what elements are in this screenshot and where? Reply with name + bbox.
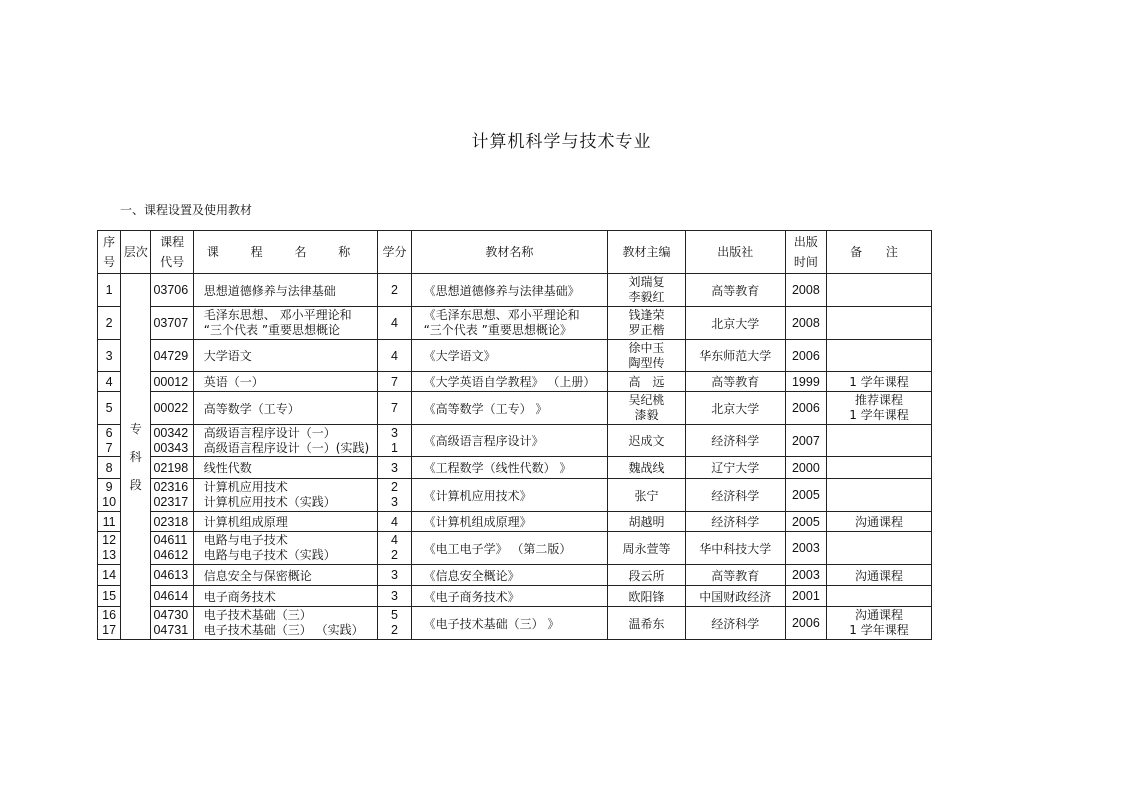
course-name-cell-line: 电路与电子技术 bbox=[203, 533, 288, 547]
credit-cell-line: 3 bbox=[390, 495, 398, 509]
textbook-cell-line: 《电子技术基础（三） 》 bbox=[423, 616, 560, 631]
note-cell bbox=[827, 392, 932, 425]
year-cell: 2008 bbox=[785, 307, 826, 340]
note-cell bbox=[827, 340, 932, 372]
course-name-cell-line: 计算机应用技术（实践） bbox=[203, 495, 336, 509]
author-cell bbox=[608, 512, 686, 532]
year-cell: 2006 bbox=[785, 607, 826, 640]
course-name-cell bbox=[193, 457, 378, 479]
level-char: 科 bbox=[129, 449, 142, 464]
course-name-cell bbox=[193, 425, 378, 457]
course-name-cell-line: 计算机应用技术 bbox=[203, 480, 288, 494]
year-cell: 2005 bbox=[785, 479, 826, 512]
textbook-cell-line: 《计算机应用技术》 bbox=[423, 488, 532, 503]
seq-cell bbox=[98, 532, 121, 565]
author-cell-line: 胡越明 bbox=[628, 515, 665, 529]
author-cell bbox=[608, 586, 686, 607]
code-cell bbox=[151, 532, 193, 565]
header-credit: 学分 bbox=[378, 231, 411, 274]
course-name-cell-line: 思想道德修养与法律基础 bbox=[203, 283, 336, 298]
table-row bbox=[98, 392, 932, 425]
textbook-cell-line: 《大学语文》 bbox=[423, 349, 496, 363]
author-cell-line: 徐中玉 bbox=[628, 340, 665, 355]
seq-cell bbox=[98, 586, 121, 607]
course-name-cell bbox=[193, 340, 378, 372]
course-name-cell-line: 毛泽东思想、 邓小平理论和 bbox=[203, 308, 352, 322]
publisher-cell: 高等教育 bbox=[685, 274, 785, 307]
credit-cell bbox=[378, 532, 411, 565]
note-cell bbox=[827, 532, 932, 565]
table-row bbox=[98, 565, 932, 586]
seq-cell-line: 16 bbox=[102, 608, 117, 622]
textbook-cell bbox=[411, 307, 608, 340]
note-cell-line: 1 学年课程 bbox=[849, 623, 909, 637]
publisher-cell: 经济科学 bbox=[685, 512, 785, 532]
author-cell-line: 高 远 bbox=[628, 375, 665, 389]
year-cell: 1999 bbox=[785, 372, 826, 392]
course-name-cell-line: “三个代表 ”重要思想概论 bbox=[203, 323, 341, 337]
seq-cell-line: 12 bbox=[102, 533, 117, 547]
author-cell-line: 段云所 bbox=[628, 568, 665, 583]
textbook-cell bbox=[411, 586, 608, 607]
course-name-cell bbox=[193, 392, 378, 425]
seq-cell-line: 9 bbox=[105, 480, 113, 494]
textbook-cell bbox=[411, 532, 608, 565]
textbook-cell bbox=[411, 372, 608, 392]
header-author: 教材主编 bbox=[608, 231, 686, 274]
section-heading: 一、课程设置及使用教材 bbox=[120, 203, 253, 217]
note-cell-line: 沟通课程 bbox=[855, 568, 904, 583]
credit-cell-line: 3 bbox=[390, 460, 398, 475]
author-cell-line: 钱逢荣 bbox=[628, 308, 665, 322]
header-year: 出版 时间 bbox=[785, 231, 826, 274]
seq-cell-line: 1 bbox=[105, 283, 113, 297]
course-name-cell-line: 电子技术基础（三） bbox=[203, 608, 312, 622]
table-row bbox=[98, 340, 932, 372]
year-cell: 2006 bbox=[785, 392, 826, 425]
credit-cell bbox=[378, 340, 411, 372]
note-cell bbox=[827, 512, 932, 532]
seq-cell bbox=[98, 340, 121, 372]
level-cell bbox=[121, 274, 151, 640]
course-name-cell bbox=[193, 372, 378, 392]
year-cell: 2006 bbox=[785, 340, 826, 372]
author-cell bbox=[608, 307, 686, 340]
header-publisher: 出版社 bbox=[685, 231, 785, 274]
course-name-cell-line: 大学语文 bbox=[203, 349, 252, 363]
seq-cell-line: 10 bbox=[102, 495, 117, 509]
code-cell bbox=[151, 565, 193, 586]
seq-cell bbox=[98, 392, 121, 425]
author-cell-line: 吴纪桃 bbox=[628, 393, 665, 407]
year-cell: 2008 bbox=[785, 274, 826, 307]
note-cell-line: 推荐课程 bbox=[855, 393, 904, 407]
table-row bbox=[98, 586, 932, 607]
publisher-cell: 经济科学 bbox=[685, 425, 785, 457]
author-cell-line: 张宁 bbox=[634, 488, 659, 503]
textbook-cell-line: 《毛泽东思想、邓小平理论和 bbox=[423, 308, 580, 322]
seq-cell-line: 13 bbox=[102, 548, 117, 562]
code-cell-line: 04731 bbox=[153, 623, 189, 637]
credit-cell-line: 4 bbox=[390, 533, 398, 547]
seq-cell-line: 4 bbox=[105, 374, 113, 389]
year-cell: 2000 bbox=[785, 457, 826, 479]
level-char: 段 bbox=[129, 477, 142, 492]
note-cell bbox=[827, 607, 932, 640]
code-cell-line: 04612 bbox=[153, 548, 189, 562]
author-cell bbox=[608, 372, 686, 392]
code-cell-line: 02317 bbox=[153, 495, 189, 509]
credit-cell bbox=[378, 479, 411, 512]
page-title: 计算机科学与技术专业 bbox=[471, 132, 652, 152]
note-cell bbox=[827, 457, 932, 479]
header-code: 课程 代号 bbox=[151, 231, 193, 274]
code-cell bbox=[151, 607, 193, 640]
textbook-cell-line: “三个代表 ”重要思想概论》 bbox=[423, 323, 572, 337]
note-cell bbox=[827, 372, 932, 392]
course-name-cell-line: 电子商务技术 bbox=[203, 589, 276, 604]
code-cell bbox=[151, 274, 193, 307]
note-cell-line: 沟通课程 bbox=[855, 515, 904, 529]
author-cell bbox=[608, 425, 686, 457]
note-cell bbox=[827, 586, 932, 607]
note-cell-line: 1 学年课程 bbox=[849, 375, 909, 389]
author-cell bbox=[608, 457, 686, 479]
credit-cell bbox=[378, 307, 411, 340]
note-cell bbox=[827, 479, 932, 512]
header-textbook: 教材名称 bbox=[411, 231, 608, 274]
seq-cell-line: 11 bbox=[102, 514, 116, 529]
textbook-cell-line: 《电工电子学》 （第二版） bbox=[423, 541, 572, 556]
seq-cell-line: 8 bbox=[105, 460, 113, 475]
code-cell-line: 04730 bbox=[153, 608, 189, 622]
note-cell bbox=[827, 274, 932, 307]
author-cell-line: 李毅红 bbox=[628, 290, 665, 304]
textbook-cell-line: 《电子商务技术》 bbox=[423, 589, 520, 604]
credit-cell bbox=[378, 607, 411, 640]
course-name-cell-line: 线性代数 bbox=[203, 461, 252, 475]
course-name-cell bbox=[193, 274, 378, 307]
author-cell-line: 漆毅 bbox=[634, 408, 659, 422]
table-row bbox=[98, 457, 932, 479]
textbook-cell bbox=[411, 607, 608, 640]
note-cell-line: 1 学年课程 bbox=[849, 408, 909, 422]
code-cell bbox=[151, 512, 193, 532]
credit-cell-line: 2 bbox=[390, 548, 398, 562]
textbook-cell-line: 《大学英语自学教程》 （上册） bbox=[423, 375, 596, 389]
note-cell bbox=[827, 425, 932, 457]
author-cell-line: 欧阳锋 bbox=[628, 589, 665, 604]
seq-cell-line: 2 bbox=[105, 316, 113, 330]
credit-cell-line: 3 bbox=[390, 425, 398, 440]
code-cell-line: 02316 bbox=[153, 480, 189, 494]
year-cell: 2007 bbox=[785, 425, 826, 457]
course-name-cell-line: 高级语言程序设计（一） bbox=[203, 425, 336, 440]
level-char: 专 bbox=[129, 421, 142, 436]
credit-cell-line: 3 bbox=[390, 568, 398, 582]
seq-cell-line: 5 bbox=[105, 401, 113, 415]
code-cell-line: 03706 bbox=[153, 283, 189, 297]
year-cell: 2003 bbox=[785, 565, 826, 586]
publisher-cell: 华东师范大学 bbox=[685, 340, 785, 372]
course-name-cell-line: 高级语言程序设计（一）(实践) bbox=[203, 440, 370, 455]
seq-cell bbox=[98, 372, 121, 392]
publisher-cell: 高等教育 bbox=[685, 372, 785, 392]
author-cell bbox=[608, 479, 686, 512]
author-cell bbox=[608, 607, 686, 640]
seq-cell-line: 6 bbox=[105, 425, 113, 440]
table-row bbox=[98, 532, 932, 565]
year-cell: 2003 bbox=[785, 532, 826, 565]
code-cell-line: 04729 bbox=[153, 348, 189, 363]
credit-cell bbox=[378, 372, 411, 392]
code-cell-line: 04614 bbox=[153, 589, 189, 603]
course-name-cell-line: 计算机组成原理 bbox=[203, 515, 288, 529]
seq-cell bbox=[98, 307, 121, 340]
note-cell-line: 沟通课程 bbox=[855, 608, 904, 622]
course-name-cell bbox=[193, 479, 378, 512]
textbook-cell bbox=[411, 512, 608, 532]
code-cell bbox=[151, 392, 193, 425]
publisher-cell: 北京大学 bbox=[685, 392, 785, 425]
publisher-cell: 辽宁大学 bbox=[685, 457, 785, 479]
textbook-cell bbox=[411, 340, 608, 372]
year-cell: 2005 bbox=[785, 512, 826, 532]
table-row bbox=[98, 307, 932, 340]
code-cell-line: 04613 bbox=[153, 568, 189, 582]
author-cell bbox=[608, 565, 686, 586]
seq-cell bbox=[98, 425, 121, 457]
course-name-cell-line: 电子技术基础（三） （实践） bbox=[203, 623, 364, 637]
credit-cell bbox=[378, 586, 411, 607]
code-cell-line: 02318 bbox=[153, 514, 189, 529]
note-cell bbox=[827, 565, 932, 586]
publisher-cell: 经济科学 bbox=[685, 479, 785, 512]
year-cell: 2001 bbox=[785, 586, 826, 607]
course-name-cell bbox=[193, 565, 378, 586]
textbook-cell bbox=[411, 457, 608, 479]
header-note: 备 注 bbox=[827, 231, 932, 274]
course-name-cell-line: 电路与电子技术（实践） bbox=[203, 548, 336, 562]
author-cell-line: 周永萱等 bbox=[622, 541, 671, 556]
credit-cell bbox=[378, 425, 411, 457]
course-name-cell-line: 英语（一） bbox=[203, 375, 264, 389]
credit-cell bbox=[378, 274, 411, 307]
textbook-cell-line: 《信息安全概论》 bbox=[423, 568, 520, 583]
seq-cell bbox=[98, 479, 121, 512]
course-name-cell-line: 高等数学（工专） bbox=[203, 401, 300, 416]
publisher-cell: 北京大学 bbox=[685, 307, 785, 340]
table-row bbox=[98, 512, 932, 532]
credit-cell bbox=[378, 457, 411, 479]
publisher-cell: 高等教育 bbox=[685, 565, 785, 586]
credit-cell-line: 4 bbox=[390, 316, 398, 330]
code-cell-line: 04611 bbox=[153, 533, 188, 547]
credit-cell-line: 7 bbox=[390, 374, 398, 389]
course-name-cell bbox=[193, 586, 378, 607]
textbook-cell bbox=[411, 392, 608, 425]
author-cell-line: 魏战线 bbox=[628, 461, 665, 475]
seq-cell-line: 7 bbox=[105, 440, 113, 455]
table-row bbox=[98, 425, 932, 457]
author-cell-line: 温希东 bbox=[628, 616, 665, 631]
textbook-cell-line: 《高级语言程序设计》 bbox=[423, 434, 544, 448]
author-cell-line: 罗正楷 bbox=[628, 323, 665, 337]
seq-cell bbox=[98, 565, 121, 586]
code-cell-line: 00343 bbox=[153, 440, 189, 455]
table-row bbox=[98, 372, 932, 392]
textbook-cell-line: 《思想道德修养与法律基础》 bbox=[423, 283, 580, 298]
code-cell-line: 02198 bbox=[153, 460, 189, 475]
author-cell bbox=[608, 532, 686, 565]
credit-cell-line: 4 bbox=[390, 348, 398, 363]
code-cell-line: 00342 bbox=[153, 425, 189, 440]
header-seq: 序 号 bbox=[98, 231, 121, 274]
code-cell bbox=[151, 425, 193, 457]
textbook-cell-line: 《高等数学（工专） 》 bbox=[423, 401, 548, 416]
textbook-cell bbox=[411, 425, 608, 457]
textbook-cell bbox=[411, 274, 608, 307]
textbook-cell-line: 《计算机组成原理》 bbox=[423, 515, 532, 529]
code-cell bbox=[151, 340, 193, 372]
table-header-row bbox=[98, 231, 932, 274]
code-cell bbox=[151, 457, 193, 479]
credit-cell-line: 5 bbox=[390, 608, 398, 622]
credit-cell-line: 3 bbox=[390, 589, 398, 603]
credit-cell bbox=[378, 392, 411, 425]
publisher-cell: 经济科学 bbox=[685, 607, 785, 640]
credit-cell-line: 2 bbox=[390, 480, 398, 494]
seq-cell bbox=[98, 457, 121, 479]
credit-cell-line: 7 bbox=[390, 401, 398, 415]
header-course-name: 课 程 名 称 bbox=[193, 231, 378, 274]
credit-cell bbox=[378, 565, 411, 586]
seq-cell bbox=[98, 512, 121, 532]
seq-cell bbox=[98, 607, 121, 640]
author-cell bbox=[608, 392, 686, 425]
author-cell-line: 刘瑞复 bbox=[628, 275, 665, 289]
table-body bbox=[98, 274, 932, 640]
code-cell bbox=[151, 479, 193, 512]
textbook-cell bbox=[411, 479, 608, 512]
course-name-cell bbox=[193, 307, 378, 340]
note-cell bbox=[827, 307, 932, 340]
publisher-cell: 中国财政经济 bbox=[685, 586, 785, 607]
course-table bbox=[97, 230, 932, 640]
seq-cell-line: 3 bbox=[105, 348, 113, 363]
author-cell bbox=[608, 274, 686, 307]
author-cell-line: 迟成文 bbox=[628, 434, 665, 448]
credit-cell-line: 2 bbox=[390, 623, 398, 637]
textbook-cell-line: 《工程数学（线性代数） 》 bbox=[423, 461, 572, 475]
seq-cell-line: 14 bbox=[102, 568, 117, 582]
seq-cell bbox=[98, 274, 121, 307]
course-name-cell-line: 信息安全与保密概论 bbox=[203, 568, 312, 583]
table-row bbox=[98, 607, 932, 640]
code-cell-line: 00022 bbox=[153, 401, 189, 415]
course-name-cell bbox=[193, 532, 378, 565]
header-level: 层次 bbox=[121, 231, 151, 274]
credit-cell-line: 2 bbox=[390, 283, 398, 297]
credit-cell bbox=[378, 512, 411, 532]
code-cell-line: 00012 bbox=[153, 374, 189, 389]
textbook-cell bbox=[411, 565, 608, 586]
credit-cell-line: 4 bbox=[390, 514, 398, 529]
seq-cell-line: 15 bbox=[102, 589, 117, 603]
author-cell-line: 陶型传 bbox=[628, 355, 665, 370]
seq-cell-line: 17 bbox=[102, 623, 117, 637]
credit-cell-line: 1 bbox=[390, 440, 398, 455]
code-cell bbox=[151, 372, 193, 392]
course-name-cell bbox=[193, 607, 378, 640]
code-cell bbox=[151, 307, 193, 340]
course-name-cell bbox=[193, 512, 378, 532]
code-cell bbox=[151, 586, 193, 607]
table-row bbox=[98, 274, 932, 307]
code-cell-line: 03707 bbox=[153, 316, 189, 330]
author-cell bbox=[608, 340, 686, 372]
table-row bbox=[98, 479, 932, 512]
publisher-cell: 华中科技大学 bbox=[685, 532, 785, 565]
